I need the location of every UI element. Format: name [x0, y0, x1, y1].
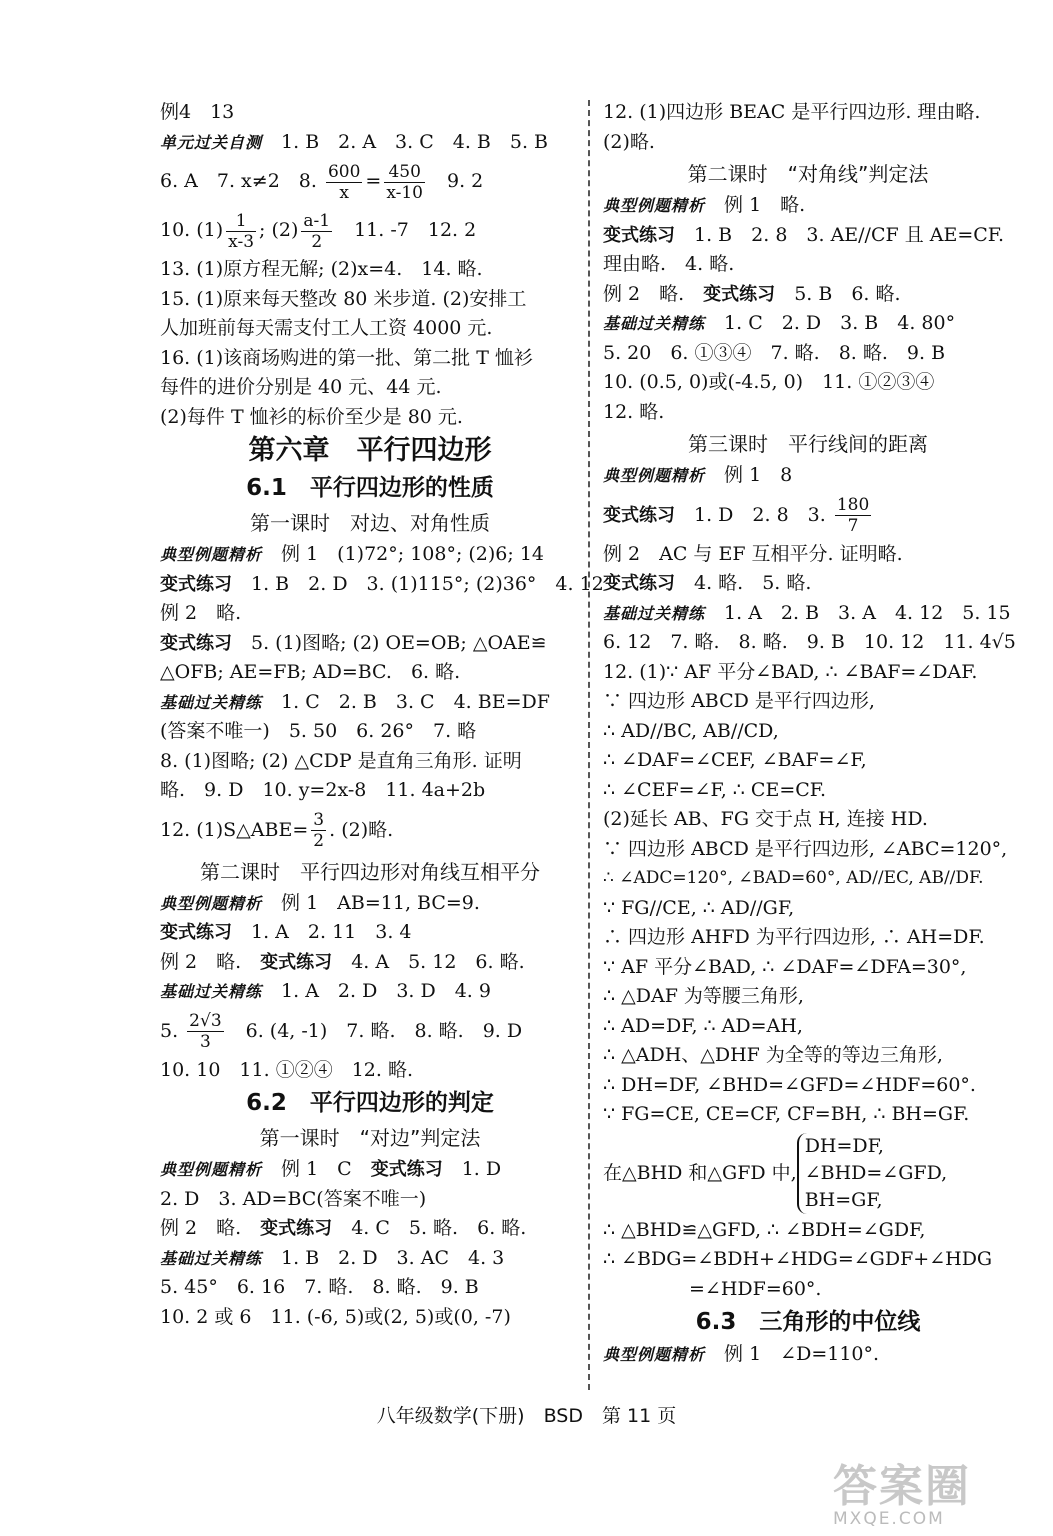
answer-line: 理由略. 4. 略.	[603, 253, 735, 275]
fraction: $\frac{600}{x}$	[327, 161, 361, 203]
answer-line: 典型例题精析 例 1 (1)72°; 108°; (2)6; 14	[160, 543, 545, 565]
answer-line: (2)略.	[603, 130, 655, 153]
answer-line: 基础过关精练 1. A 2. D 3. D 4. 9	[160, 980, 491, 1002]
proof-line: ∴ △BHD≌△GFD, ∴ ∠BDH=∠GDF,	[603, 1218, 926, 1241]
column-divider	[588, 100, 590, 1390]
answer-line: 8. (1)图略; (2) △CDP 是直角三角形. 证明	[160, 749, 522, 772]
proof-line: ∴ △DAF 为等腰三角形,	[603, 985, 804, 1007]
answer-line: 典型例题精析 例 1 ∠D=110°.	[603, 1343, 880, 1365]
answer-line: (答案不唯一) 5. 50 6. 26° 7. 略	[160, 720, 477, 742]
chapter-title: 第六章 平行四边形	[248, 435, 492, 466]
proof-line: ∴ △ADH、△DHF 为全等的等边三角形,	[603, 1044, 943, 1066]
answer-line: 12. (1)四边形 BEAC 是平行四边形. 理由略.	[603, 101, 981, 123]
watermark-logo: 答案圈 MXQE.COM	[833, 1461, 971, 1529]
right-column	[603, 98, 1016, 1370]
lesson-title: 第二课时 “对角线”判定法	[687, 162, 929, 186]
fraction: $\frac{450}{x-10}$	[386, 161, 423, 203]
answer-line: 5. 45° 6. 16 7. 略. 8. 略. 9. B	[160, 1276, 479, 1298]
answer-line: 10. 2 或 6 11. (-6, 5)或(2, 5)或(0, -7)	[160, 1305, 511, 1328]
answer-line: 人加班前每天需支付工人工资 4000 元.	[160, 317, 493, 339]
proof-line: ∴ ∠ADC=120°, ∠BAD=60°, AD//EC, AB//DF.	[603, 868, 984, 888]
answer-line: 基础过关精练 1. B 2. D 3. AC 4. 3	[160, 1246, 505, 1269]
page-footer: 八年级数学(下册) BSD 第 11 页	[376, 1405, 677, 1427]
answer-line: 12. 略.	[603, 400, 665, 423]
answer-line: 2. D 3. AD=BC(答案不唯一)	[160, 1187, 427, 1210]
answer-line: 基础过关精练 1. C 2. D 3. B 4. 80°	[603, 312, 956, 334]
left-column	[160, 98, 604, 1332]
answer-line: 6. A 7. x≠2 8. $\frac{600}{x}$ = $\frac{450}{x-10}$ 9. 2	[160, 161, 484, 203]
proof-line: ∴ AD=DF, ∴ AD=AH,	[603, 1014, 803, 1037]
answer-line: 5. 20 6. ①③④ 7. 略. 8. 略. 9. B	[603, 341, 946, 364]
section-label: 单元过关自测	[160, 132, 263, 152]
proof-line: 12. (1)∵ AF 平分∠BAD, ∴ ∠BAF=∠DAF.	[603, 660, 978, 683]
fraction: $\frac{180}{7}$	[836, 495, 870, 536]
answer-line: 例 2 略. 变式练习 4. A 5. 12 6. 略.	[160, 950, 525, 973]
answer-line: 典型例题精析 例 1 略.	[603, 194, 806, 216]
answer-line: 12. (1)S△ABE= $\frac{3}{2}$ . (2)略.	[160, 810, 394, 851]
answer-line: 变式练习 1. B 2. D 3. (1)115°; (2)36° 4. 12	[160, 572, 604, 595]
answer-line: 5. $\frac{2√3}{3}$ 6. (4, -1) 7. 略. 8. 略. 9. D	[160, 1011, 523, 1052]
answer-line: 6. 12 7. 略. 8. 略. 9. B 10. 12 11. 4√5	[603, 631, 1016, 653]
fraction: $\frac{2√3}{3}$	[189, 1011, 222, 1052]
proof-line: (2)延长 AB、FG 交于点 H, 连接 HD.	[603, 808, 928, 830]
proof-line: ∴ DH=DF, ∠BHD=∠GFD=∠HDF=60°.	[603, 1073, 976, 1096]
answer-line: 典型例题精析 例 1 8	[603, 464, 793, 486]
answer-line: 10. (0.5, 0)或(-4.5, 0) 11. ①②③④	[603, 371, 935, 393]
section-title: 6.1 平行四边形的性质	[246, 475, 494, 501]
section-title: 6.2 平行四边形的判定	[246, 1090, 494, 1116]
proof-line: ∵ 四边形 ABCD 是平行四边形,	[603, 690, 875, 712]
proof-line: ∵ AF 平分∠BAD, ∴ ∠DAF=∠DFA=30°,	[603, 955, 967, 978]
answer-line: 变式练习 1. B 2. 8 3. AE//CF 且 AE=CF.	[603, 223, 1005, 246]
answer-line: 例4 13	[160, 101, 235, 123]
answer-line: 基础过关精练 1. A 2. B 3. A 4. 12 5. 15	[603, 601, 1011, 624]
proof-line: ∵ 四边形 ABCD 是平行四边形, ∠ABC=120°,	[603, 837, 1008, 860]
answer-line: 例 2 略.	[160, 602, 242, 624]
proof-system: 在△BHD 和△GFD 中, DH=DF, ∠BHD=∠GFD, BH=GF,	[603, 1130, 1013, 1216]
answer-line: 15. (1)原来每天整改 80 米步道. (2)安排工	[160, 287, 527, 310]
proof-line: ∴ ∠CEF=∠F, ∴ CE=CF.	[603, 778, 827, 801]
answer-line: 10. 10 11. ①②④ 12. 略.	[160, 1058, 413, 1081]
proof-line: ∴ AD//BC, AB//CD,	[603, 719, 779, 742]
answer-line: 16. (1)该商场购进的第一批、第二批 T 恤衫	[160, 346, 533, 369]
answer-line: 典型例题精析 例 1 C 变式练习 1. D	[160, 1158, 502, 1180]
answer-line: 单元过关自测 1. B 2. A 3. C 4. B 5. B	[160, 130, 549, 153]
proof-line: ∴ ∠BDG=∠BDH+∠HDG=∠GDF+∠HDG	[603, 1248, 993, 1270]
lesson-title: 第一课时 “对边”判定法	[259, 1126, 481, 1150]
answer-line: 例 2 略. 变式练习 5. B 6. 略.	[603, 282, 901, 305]
answer-line: (2)每件 T 恤衫的标价至少是 80 元.	[160, 405, 463, 428]
answer-line: 略. 9. D 10. y=2x-8 11. 4a+2b	[160, 779, 486, 801]
answer-line: 基础过关精练 1. C 2. B 3. C 4. BE=DF	[160, 690, 550, 713]
answer-line: 典型例题精析 例 1 AB=11, BC=9.	[160, 891, 480, 914]
answer-line: △OFB; AE=FB; AD=BC. 6. 略.	[160, 661, 461, 683]
answer-line: 13. (1)原方程无解; (2)x=4. 14. 略.	[160, 258, 483, 280]
proof-line: ∴ ∠DAF=∠CEF, ∠BAF=∠F,	[603, 749, 867, 771]
section-title: 6.3 三角形的中位线	[695, 1309, 921, 1335]
answer-line: 变式练习 5. (1)图略; (2) OE=OB; △OAE≌	[160, 631, 547, 654]
fraction: $\frac{a-1}{2}$	[303, 210, 331, 252]
answer-line: 变式练习 1. D 2. 8 3. $\frac{180}{7}$	[603, 495, 870, 536]
answer-line: 例 2 略. 变式练习 4. C 5. 略. 6. 略.	[160, 1217, 527, 1239]
lesson-title: 第二课时 平行四边形对角线互相平分	[200, 859, 540, 884]
lesson-title: 第一课时 对边、对角性质	[250, 511, 490, 535]
fraction: $\frac{3}{2}$	[313, 810, 325, 851]
answer-line: 变式练习 1. A 2. 11 3. 4	[160, 921, 412, 943]
answer-line: 10. (1) $\frac{1}{x-3}$ ; (2) $\frac{a-1}{2}$ 11. -7 12. 2	[160, 210, 477, 252]
lesson-title: 第三课时 平行线间的距离	[688, 432, 928, 456]
equation-brace: DH=DF, ∠BHD=∠GFD, BH=GF,	[797, 1133, 947, 1214]
proof-line: ∵ FG//CE, ∴ AD//GF,	[603, 896, 795, 919]
proof-line: ∴ 四边形 AHFD 为平行四边形, ∴ AH=DF.	[603, 926, 985, 948]
fraction: $\frac{1}{x-3}$	[228, 210, 255, 252]
answer-line: 每件的进价分别是 40 元、44 元.	[160, 376, 442, 398]
proof-line: ∵ FG=CE, CE=CF, CF=BH, ∴ BH=GF.	[603, 1103, 970, 1125]
answer-line: 例 2 AC 与 EF 互相平分. 证明略.	[603, 542, 903, 565]
answer-line: 变式练习 4. 略. 5. 略.	[603, 572, 812, 594]
proof-line: =∠HDF=60°.	[689, 1277, 822, 1300]
